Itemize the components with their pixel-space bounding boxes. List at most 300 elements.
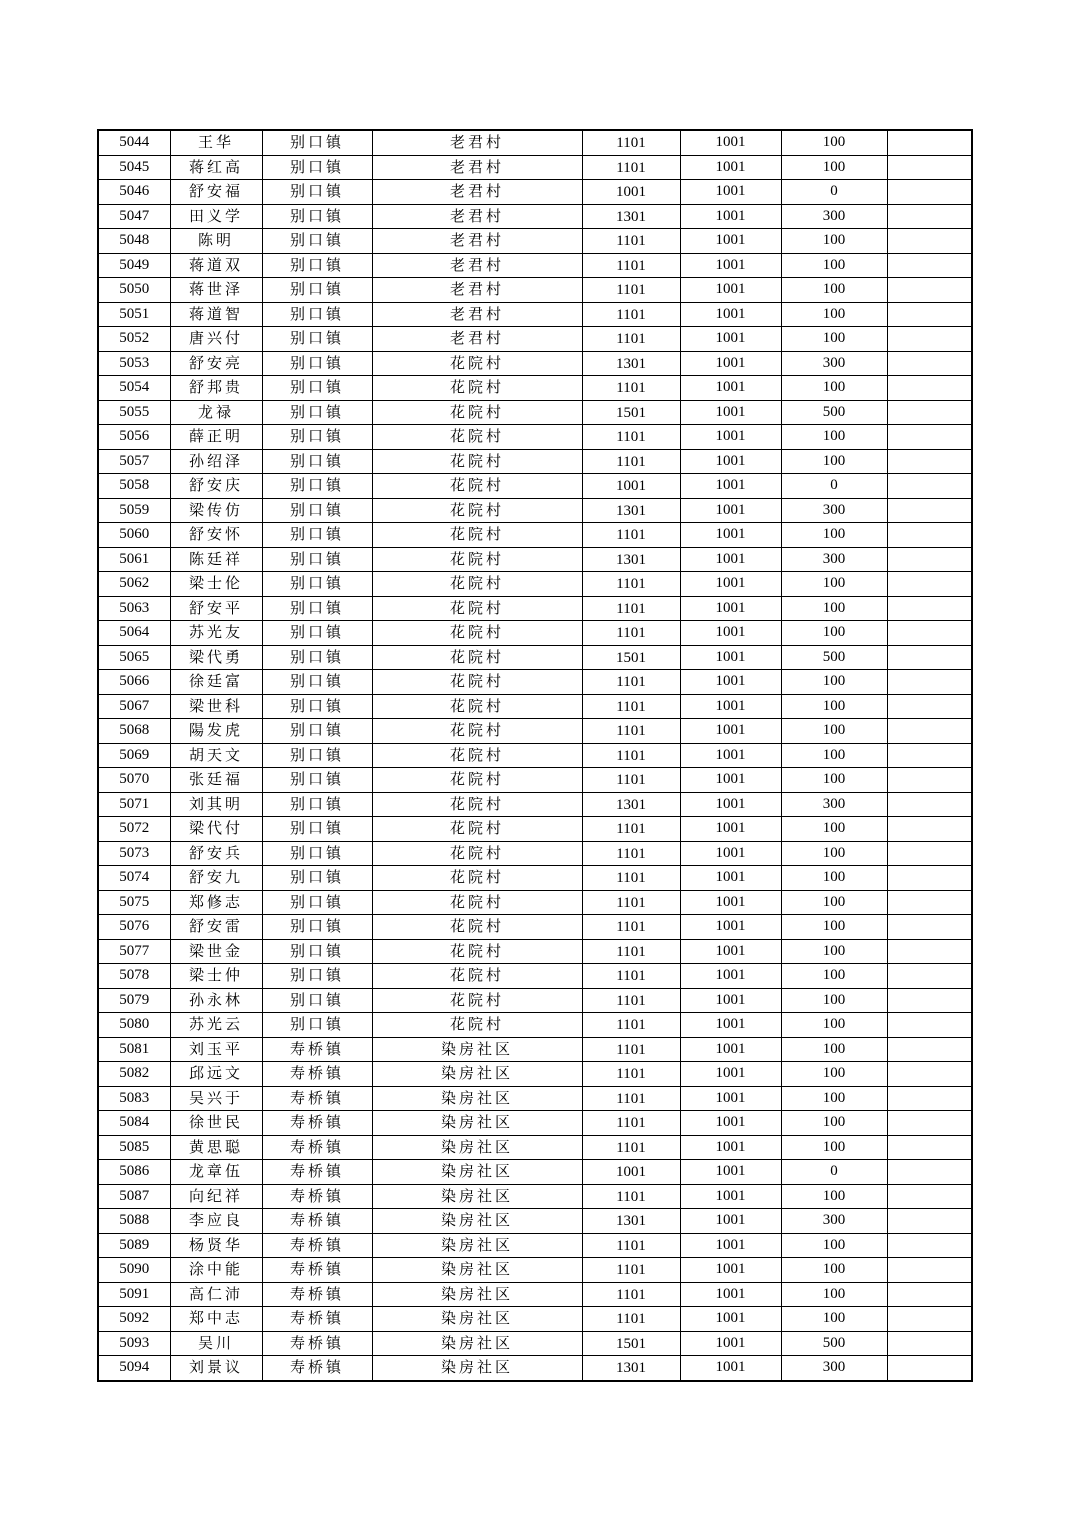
code-b-cell: 1001: [680, 327, 781, 352]
remark-cell: [887, 1233, 972, 1258]
amount-cell: 100: [781, 1086, 887, 1111]
table-row: [98, 743, 972, 768]
town-cell: 别口镇: [262, 768, 372, 793]
id-cell: 5055: [98, 400, 170, 425]
town-cell: 别口镇: [262, 841, 372, 866]
amount-cell: 100: [781, 1062, 887, 1087]
id-cell: 5092: [98, 1307, 170, 1332]
code-a-cell: 1001: [582, 1161, 680, 1186]
town-cell: 别口镇: [262, 890, 372, 915]
amount-cell: 0: [781, 1160, 887, 1185]
town-cell: 别口镇: [262, 670, 372, 695]
id-cell: 5056: [98, 425, 170, 450]
town-cell: 寿桥镇: [262, 1307, 372, 1332]
id-cell: 5093: [98, 1331, 170, 1356]
remark-cell: [887, 1037, 972, 1062]
code-b-cell: 1001: [680, 596, 781, 621]
village-cell: 花院村: [372, 425, 582, 450]
remark-cell: [887, 890, 972, 915]
table-row: [98, 474, 972, 499]
town-cell: 别口镇: [262, 229, 372, 254]
amount-cell: 100: [781, 841, 887, 866]
id-cell: 5080: [98, 1013, 170, 1038]
amount-cell: 100: [781, 768, 887, 793]
village-cell: 花院村: [372, 915, 582, 940]
id-cell: 5063: [98, 596, 170, 621]
code-a-cell: 1001: [582, 181, 680, 206]
id-cell: 5047: [98, 204, 170, 229]
name-cell: 陽发虎: [170, 719, 262, 744]
town-cell: 寿桥镇: [262, 1258, 372, 1283]
code-a-cell: 1101: [582, 867, 680, 892]
remark-cell: [887, 719, 972, 744]
code-a-cell: 1501: [582, 646, 680, 671]
village-cell: 花院村: [372, 1013, 582, 1038]
remark-cell: [887, 866, 972, 891]
town-cell: 别口镇: [262, 278, 372, 303]
town-cell: 别口镇: [262, 743, 372, 768]
code-a-cell: 1101: [582, 597, 680, 622]
amount-cell: 100: [781, 621, 887, 646]
remark-cell: [887, 474, 972, 499]
remark-cell: [887, 1331, 972, 1356]
remark-cell: [887, 1135, 972, 1160]
id-cell: 5081: [98, 1037, 170, 1062]
village-cell: 染房社区: [372, 1233, 582, 1258]
code-a-cell: 1101: [582, 842, 680, 867]
code-a-cell: 1101: [582, 328, 680, 353]
name-cell: 舒安九: [170, 866, 262, 891]
code-b-cell: 1001: [680, 1331, 781, 1356]
code-a-cell: 1501: [582, 1332, 680, 1357]
amount-cell: 100: [781, 302, 887, 327]
table-row: [98, 547, 972, 572]
code-a-cell: 1301: [582, 1210, 680, 1235]
table-row: [98, 1209, 972, 1234]
id-cell: 5054: [98, 376, 170, 401]
amount-cell: 100: [781, 253, 887, 278]
amount-cell: 0: [781, 180, 887, 205]
town-cell: 寿桥镇: [262, 1160, 372, 1185]
village-cell: 花院村: [372, 743, 582, 768]
code-b-cell: 1001: [680, 1013, 781, 1038]
code-b-cell: 1001: [680, 719, 781, 744]
code-b-cell: 1001: [680, 1356, 781, 1381]
amount-cell: 300: [781, 1209, 887, 1234]
town-cell: 别口镇: [262, 302, 372, 327]
code-a-cell: 1101: [582, 450, 680, 475]
amount-cell: 100: [781, 229, 887, 254]
village-cell: 染房社区: [372, 1282, 582, 1307]
id-cell: 5088: [98, 1209, 170, 1234]
name-cell: 梁代勇: [170, 645, 262, 670]
remark-cell: [887, 572, 972, 597]
amount-cell: 500: [781, 400, 887, 425]
town-cell: 别口镇: [262, 474, 372, 499]
code-a-cell: 1101: [582, 254, 680, 279]
table-row: [98, 988, 972, 1013]
table-row: [98, 523, 972, 548]
code-b-cell: 1001: [680, 1233, 781, 1258]
code-a-cell: 1101: [582, 671, 680, 696]
village-cell: 花院村: [372, 351, 582, 376]
table-row: [98, 376, 972, 401]
village-cell: 染房社区: [372, 1086, 582, 1111]
code-a-cell: 1101: [582, 426, 680, 451]
remark-cell: [887, 327, 972, 352]
amount-cell: 300: [781, 792, 887, 817]
amount-cell: 500: [781, 645, 887, 670]
village-cell: 花院村: [372, 841, 582, 866]
amount-cell: 100: [781, 278, 887, 303]
table-row: [98, 939, 972, 964]
town-cell: 别口镇: [262, 988, 372, 1013]
id-cell: 5086: [98, 1160, 170, 1185]
name-cell: 李应良: [170, 1209, 262, 1234]
code-b-cell: 1001: [680, 376, 781, 401]
code-b-cell: 1001: [680, 792, 781, 817]
code-b-cell: 1001: [680, 670, 781, 695]
id-cell: 5090: [98, 1258, 170, 1283]
id-cell: 5058: [98, 474, 170, 499]
remark-cell: [887, 155, 972, 180]
village-cell: 染房社区: [372, 1258, 582, 1283]
code-b-cell: 1001: [680, 1111, 781, 1136]
code-b-cell: 1001: [680, 130, 781, 155]
amount-cell: 100: [781, 817, 887, 842]
table-row: [98, 1037, 972, 1062]
name-cell: 郑中志: [170, 1307, 262, 1332]
village-cell: 花院村: [372, 523, 582, 548]
remark-cell: [887, 964, 972, 989]
code-a-cell: 1101: [582, 303, 680, 328]
code-b-cell: 1001: [680, 498, 781, 523]
code-a-cell: 1101: [582, 1014, 680, 1039]
village-cell: 染房社区: [372, 1307, 582, 1332]
code-b-cell: 1001: [680, 645, 781, 670]
id-cell: 5060: [98, 523, 170, 548]
town-cell: 寿桥镇: [262, 1111, 372, 1136]
name-cell: 刘其明: [170, 792, 262, 817]
town-cell: 别口镇: [262, 621, 372, 646]
id-cell: 5073: [98, 841, 170, 866]
name-cell: 郑修志: [170, 890, 262, 915]
village-cell: 花院村: [372, 939, 582, 964]
code-b-cell: 1001: [680, 302, 781, 327]
code-b-cell: 1001: [680, 694, 781, 719]
name-cell: 陈廷祥: [170, 547, 262, 572]
amount-cell: 300: [781, 1356, 887, 1381]
name-cell: 舒邦贵: [170, 376, 262, 401]
amount-cell: 100: [781, 1184, 887, 1209]
code-a-cell: 1101: [582, 230, 680, 255]
town-cell: 别口镇: [262, 130, 372, 155]
code-a-cell: 1001: [582, 475, 680, 500]
code-a-cell: 1501: [582, 401, 680, 426]
remark-cell: [887, 253, 972, 278]
name-cell: 胡天文: [170, 743, 262, 768]
id-cell: 5070: [98, 768, 170, 793]
code-b-cell: 1001: [680, 964, 781, 989]
code-b-cell: 1001: [680, 204, 781, 229]
code-a-cell: 1301: [582, 499, 680, 524]
table-row: [98, 351, 972, 376]
code-a-cell: 1101: [582, 279, 680, 304]
table-row: [98, 792, 972, 817]
town-cell: 别口镇: [262, 694, 372, 719]
name-cell: 舒安福: [170, 180, 262, 205]
village-cell: 染房社区: [372, 1209, 582, 1234]
amount-cell: 100: [781, 890, 887, 915]
town-cell: 别口镇: [262, 180, 372, 205]
code-a-cell: 1101: [582, 1259, 680, 1284]
amount-cell: 500: [781, 1331, 887, 1356]
id-cell: 5089: [98, 1233, 170, 1258]
name-cell: 王华: [170, 130, 262, 155]
amount-cell: 100: [781, 130, 887, 155]
code-b-cell: 1001: [680, 400, 781, 425]
table-row: [98, 964, 972, 989]
town-cell: 寿桥镇: [262, 1356, 372, 1381]
name-cell: 蒋红高: [170, 155, 262, 180]
code-b-cell: 1001: [680, 278, 781, 303]
town-cell: 寿桥镇: [262, 1233, 372, 1258]
name-cell: 龙章伍: [170, 1160, 262, 1185]
id-cell: 5052: [98, 327, 170, 352]
village-cell: 花院村: [372, 376, 582, 401]
amount-cell: 100: [781, 939, 887, 964]
code-a-cell: 1101: [582, 622, 680, 647]
id-cell: 5077: [98, 939, 170, 964]
town-cell: 寿桥镇: [262, 1209, 372, 1234]
code-a-cell: 1101: [582, 156, 680, 181]
remark-cell: [887, 792, 972, 817]
code-a-cell: 1101: [582, 1087, 680, 1112]
id-cell: 5044: [98, 130, 170, 155]
town-cell: 别口镇: [262, 964, 372, 989]
amount-cell: 100: [781, 1135, 887, 1160]
code-b-cell: 1001: [680, 547, 781, 572]
remark-cell: [887, 278, 972, 303]
table-row: [98, 1307, 972, 1332]
amount-cell: 300: [781, 204, 887, 229]
name-cell: 舒安兵: [170, 841, 262, 866]
id-cell: 5076: [98, 915, 170, 940]
amount-cell: 300: [781, 498, 887, 523]
id-cell: 5084: [98, 1111, 170, 1136]
id-cell: 5062: [98, 572, 170, 597]
remark-cell: [887, 204, 972, 229]
amount-cell: 100: [781, 1111, 887, 1136]
town-cell: 别口镇: [262, 498, 372, 523]
code-b-cell: 1001: [680, 523, 781, 548]
village-cell: 花院村: [372, 694, 582, 719]
code-a-cell: 1101: [582, 1283, 680, 1308]
code-b-cell: 1001: [680, 180, 781, 205]
table-row: [98, 1086, 972, 1111]
village-cell: 花院村: [372, 449, 582, 474]
name-cell: 孙绍泽: [170, 449, 262, 474]
name-cell: 张廷福: [170, 768, 262, 793]
name-cell: 向纪祥: [170, 1184, 262, 1209]
remark-cell: [887, 841, 972, 866]
code-b-cell: 1001: [680, 890, 781, 915]
town-cell: 别口镇: [262, 327, 372, 352]
table-row: [98, 498, 972, 523]
table-row: [98, 253, 972, 278]
name-cell: 徐廷富: [170, 670, 262, 695]
name-cell: 舒安雷: [170, 915, 262, 940]
id-cell: 5059: [98, 498, 170, 523]
code-a-cell: 1101: [582, 1308, 680, 1333]
code-b-cell: 1001: [680, 866, 781, 891]
village-cell: 花院村: [372, 572, 582, 597]
remark-cell: [887, 302, 972, 327]
table-row: [98, 204, 972, 229]
name-cell: 梁士伦: [170, 572, 262, 597]
table-row: [98, 1013, 972, 1038]
town-cell: 寿桥镇: [262, 1062, 372, 1087]
name-cell: 薛正明: [170, 425, 262, 450]
village-cell: 老君村: [372, 278, 582, 303]
town-cell: 别口镇: [262, 719, 372, 744]
table-row: [98, 155, 972, 180]
code-a-cell: 1301: [582, 548, 680, 573]
town-cell: 别口镇: [262, 939, 372, 964]
town-cell: 别口镇: [262, 547, 372, 572]
id-cell: 5071: [98, 792, 170, 817]
code-b-cell: 1001: [680, 1209, 781, 1234]
id-cell: 5082: [98, 1062, 170, 1087]
name-cell: 蒋道智: [170, 302, 262, 327]
code-a-cell: 1101: [582, 1185, 680, 1210]
village-cell: 老君村: [372, 327, 582, 352]
remark-cell: [887, 1258, 972, 1283]
code-b-cell: 1001: [680, 351, 781, 376]
remark-cell: [887, 939, 972, 964]
table-row: [98, 1135, 972, 1160]
name-cell: 梁传仿: [170, 498, 262, 523]
name-cell: 高仁沛: [170, 1282, 262, 1307]
amount-cell: 300: [781, 547, 887, 572]
village-cell: 老君村: [372, 180, 582, 205]
town-cell: 别口镇: [262, 792, 372, 817]
village-cell: 花院村: [372, 621, 582, 646]
id-cell: 5085: [98, 1135, 170, 1160]
name-cell: 龙禄: [170, 400, 262, 425]
remark-cell: [887, 1307, 972, 1332]
name-cell: 刘景议: [170, 1356, 262, 1381]
town-cell: 别口镇: [262, 523, 372, 548]
remark-cell: [887, 376, 972, 401]
code-b-cell: 1001: [680, 988, 781, 1013]
code-a-cell: 1101: [582, 989, 680, 1014]
id-cell: 5046: [98, 180, 170, 205]
amount-cell: 100: [781, 1037, 887, 1062]
id-cell: 5091: [98, 1282, 170, 1307]
table-row: [98, 229, 972, 254]
code-a-cell: 1101: [582, 573, 680, 598]
id-cell: 5094: [98, 1356, 170, 1381]
amount-cell: 100: [781, 596, 887, 621]
table-row: [98, 327, 972, 352]
code-b-cell: 1001: [680, 1282, 781, 1307]
town-cell: 别口镇: [262, 817, 372, 842]
village-cell: 花院村: [372, 596, 582, 621]
id-cell: 5075: [98, 890, 170, 915]
village-cell: 染房社区: [372, 1062, 582, 1087]
table-row: [98, 596, 972, 621]
table-row: [98, 817, 972, 842]
village-cell: 花院村: [372, 400, 582, 425]
code-a-cell: 1301: [582, 352, 680, 377]
town-cell: 寿桥镇: [262, 1282, 372, 1307]
code-b-cell: 1001: [680, 1037, 781, 1062]
table-row: [98, 1233, 972, 1258]
code-b-cell: 1001: [680, 425, 781, 450]
name-cell: 黄思聪: [170, 1135, 262, 1160]
village-cell: 老君村: [372, 229, 582, 254]
code-a-cell: 1101: [582, 1234, 680, 1259]
name-cell: 舒安亮: [170, 351, 262, 376]
name-cell: 孙永林: [170, 988, 262, 1013]
id-cell: 5078: [98, 964, 170, 989]
village-cell: 花院村: [372, 988, 582, 1013]
amount-cell: 100: [781, 988, 887, 1013]
id-cell: 5057: [98, 449, 170, 474]
amount-cell: 100: [781, 866, 887, 891]
code-a-cell: 1101: [582, 720, 680, 745]
amount-cell: 100: [781, 155, 887, 180]
table-row: [98, 645, 972, 670]
village-cell: 染房社区: [372, 1111, 582, 1136]
town-cell: 别口镇: [262, 400, 372, 425]
village-cell: 染房社区: [372, 1160, 582, 1185]
table-row: [98, 621, 972, 646]
village-cell: 老君村: [372, 155, 582, 180]
amount-cell: 100: [781, 572, 887, 597]
town-cell: 别口镇: [262, 1013, 372, 1038]
code-a-cell: 1101: [582, 1136, 680, 1161]
id-cell: 5067: [98, 694, 170, 719]
village-cell: 花院村: [372, 498, 582, 523]
name-cell: 涂中能: [170, 1258, 262, 1283]
code-a-cell: 1101: [582, 818, 680, 843]
remark-cell: [887, 670, 972, 695]
code-b-cell: 1001: [680, 1086, 781, 1111]
village-cell: 染房社区: [372, 1135, 582, 1160]
code-a-cell: 1101: [582, 1038, 680, 1063]
village-cell: 老君村: [372, 302, 582, 327]
village-cell: 花院村: [372, 866, 582, 891]
village-cell: 染房社区: [372, 1037, 582, 1062]
table-row: [98, 425, 972, 450]
table-row: [98, 1160, 972, 1185]
code-b-cell: 1001: [680, 253, 781, 278]
town-cell: 别口镇: [262, 596, 372, 621]
village-cell: 花院村: [372, 768, 582, 793]
table-row: [98, 1258, 972, 1283]
town-cell: 寿桥镇: [262, 1135, 372, 1160]
town-cell: 别口镇: [262, 204, 372, 229]
remark-cell: [887, 1013, 972, 1038]
remark-cell: [887, 1160, 972, 1185]
town-cell: 别口镇: [262, 572, 372, 597]
id-cell: 5049: [98, 253, 170, 278]
remark-cell: [887, 1184, 972, 1209]
village-cell: 花院村: [372, 890, 582, 915]
remark-cell: [887, 547, 972, 572]
